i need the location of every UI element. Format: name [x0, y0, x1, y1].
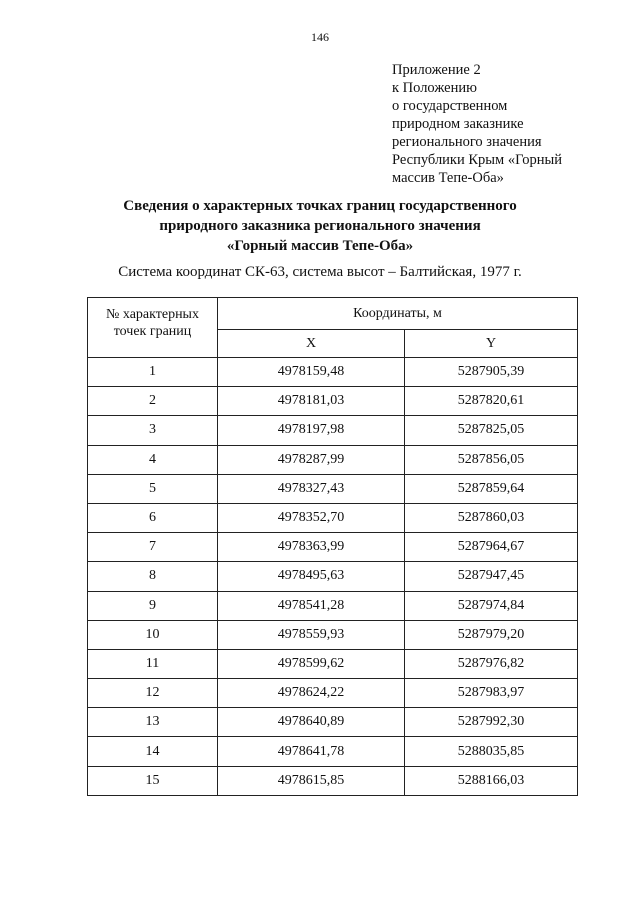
point-number-cell: 2	[88, 387, 218, 416]
x-coordinate-cell: 4978363,99	[218, 533, 405, 562]
y-coordinate-cell: 5287820,61	[405, 387, 578, 416]
x-coordinate-cell: 4978287,99	[218, 445, 405, 474]
point-number-cell: 5	[88, 474, 218, 503]
point-number-header	[88, 298, 218, 358]
point-number-cell: 1	[88, 358, 218, 387]
table-row	[88, 387, 578, 416]
point-number-cell: 6	[88, 503, 218, 532]
coordinate-system-note: Система координат СК-63, система высот – Балтийская, 1977 г.	[118, 264, 522, 280]
y-coordinate-cell: 5287979,20	[405, 620, 578, 649]
table-row	[88, 679, 578, 708]
y-coordinate-cell: 5287964,67	[405, 533, 578, 562]
x-coordinate-cell: 4978624,22	[218, 679, 405, 708]
point-number-cell: 11	[88, 649, 218, 678]
appendix-line: природном заказнике	[392, 116, 524, 132]
x-coordinate-cell: 4978615,85	[218, 766, 405, 795]
table-row	[88, 766, 578, 795]
point-number-cell: 12	[88, 679, 218, 708]
point-number-header-line: № характерных	[106, 307, 199, 322]
appendix-line: регионального значения	[392, 134, 542, 150]
x-coordinate-cell: 4978641,78	[218, 737, 405, 766]
x-coordinate-cell: 4978541,28	[218, 591, 405, 620]
table-body	[88, 358, 578, 796]
point-number-header-line: точек границ	[113, 324, 192, 339]
y-coordinate-cell: 5287976,82	[405, 649, 578, 678]
y-coordinate-cell: 5287905,39	[405, 358, 578, 387]
point-number-cell: 13	[88, 708, 218, 737]
table-header-row	[88, 298, 578, 330]
point-number-cell: 15	[88, 766, 218, 795]
table-row	[88, 708, 578, 737]
y-coordinate-cell: 5287859,64	[405, 474, 578, 503]
table-row	[88, 737, 578, 766]
appendix-line: о государственном	[392, 98, 508, 114]
title-line: природного заказника регионального значения	[159, 218, 481, 234]
table-row	[88, 358, 578, 387]
x-coordinate-cell: 4978495,63	[218, 562, 405, 591]
y-coordinate-cell: 5287825,05	[405, 416, 578, 445]
point-number-cell: 10	[88, 620, 218, 649]
point-number-cell: 9	[88, 591, 218, 620]
x-header: X	[218, 330, 405, 358]
appendix-line: Приложение 2	[392, 62, 481, 78]
x-coordinate-cell: 4978327,43	[218, 474, 405, 503]
appendix-note	[392, 61, 622, 187]
y-coordinate-cell: 5287860,03	[405, 503, 578, 532]
table-row	[88, 649, 578, 678]
table-row	[88, 474, 578, 503]
table-row	[88, 620, 578, 649]
point-number-cell: 4	[88, 445, 218, 474]
y-coordinate-cell: 5287856,05	[405, 445, 578, 474]
appendix-line: массив Тепе-Оба»	[392, 170, 504, 186]
x-coordinate-cell: 4978559,93	[218, 620, 405, 649]
table-row	[88, 562, 578, 591]
table-row	[88, 416, 578, 445]
point-number-cell: 14	[88, 737, 218, 766]
table-row	[88, 503, 578, 532]
document-title	[60, 196, 580, 256]
appendix-line: к Положению	[392, 80, 477, 96]
boundary-points-table	[87, 297, 578, 796]
page-number: 146	[311, 30, 329, 44]
y-coordinate-cell: 5287974,84	[405, 591, 578, 620]
x-coordinate-cell: 4978197,98	[218, 416, 405, 445]
title-line: «Горный массив Тепе-Оба»	[226, 238, 414, 254]
table-row	[88, 591, 578, 620]
x-coordinate-cell: 4978640,89	[218, 708, 405, 737]
x-coordinate-cell: 4978159,48	[218, 358, 405, 387]
x-coordinate-cell: 4978181,03	[218, 387, 405, 416]
point-number-cell: 8	[88, 562, 218, 591]
point-number-cell: 7	[88, 533, 218, 562]
table-row	[88, 445, 578, 474]
x-coordinate-cell: 4978599,62	[218, 649, 405, 678]
appendix-line: Республики Крым «Горный	[392, 152, 562, 168]
y-coordinate-cell: 5287983,97	[405, 679, 578, 708]
table-row	[88, 533, 578, 562]
y-coordinate-cell: 5287947,45	[405, 562, 578, 591]
title-line: Сведения о характерных точках границ государственного	[123, 198, 517, 214]
point-number-cell: 3	[88, 416, 218, 445]
y-header: Y	[405, 330, 578, 358]
y-coordinate-cell: 5288166,03	[405, 766, 578, 795]
x-coordinate-cell: 4978352,70	[218, 503, 405, 532]
y-coordinate-cell: 5288035,85	[405, 737, 578, 766]
y-coordinate-cell: 5287992,30	[405, 708, 578, 737]
coordinates-header: Координаты, м	[218, 298, 578, 330]
